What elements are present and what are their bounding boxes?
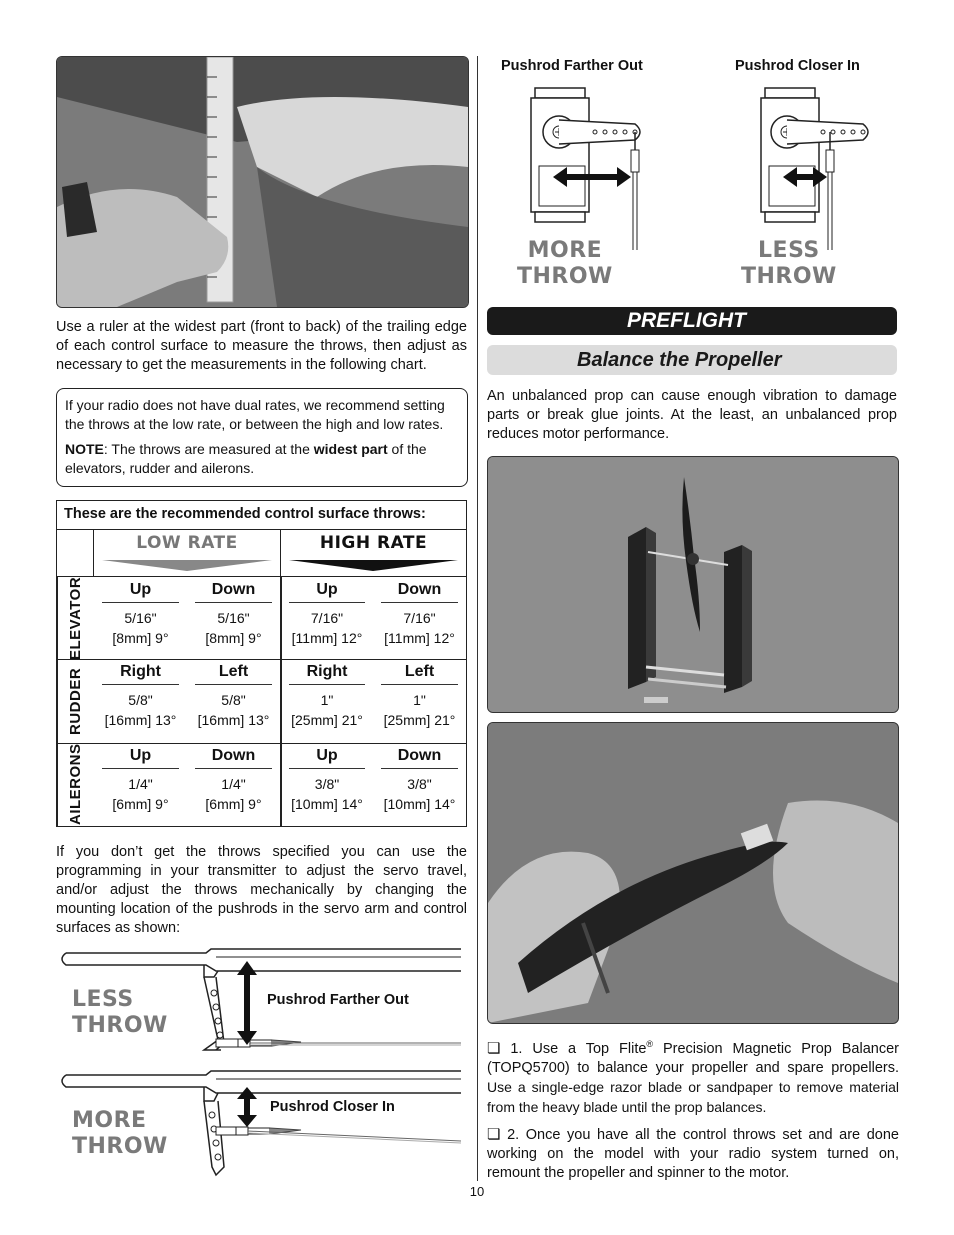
servo-pushrod-farther-out-label: Pushrod Farther Out [501,58,643,74]
throw-direction-label: Down [195,747,272,769]
throw-metric-value: [25mm] 21° [291,712,363,728]
ruler-photo-illustration [57,57,468,307]
throw-direction-label: Left [195,663,272,685]
table-rows [57,577,466,826]
throw-direction-label: Up [102,747,179,769]
step-2-checkbox[interactable]: ❏ [487,1126,501,1143]
throw-metric-value: [6mm] 9° [112,796,169,812]
step-1-text-c: Use a single-edge razor blade or sandpaper to remove material from the heavy blade until the prop balances. [487,1078,899,1115]
servo-arm-illustration [495,80,895,255]
throw-cell [94,743,187,814]
dual-rate-note-text: If your radio does not have dual rates, we recommend setting the throws at the low rate, or between the high and low rates. [65,397,445,432]
horn-less-word: LESS [72,987,134,1012]
row-name-label: ELEVATOR [57,577,93,659]
throw-inches-value: 7/16" [403,610,436,626]
horn-pushrod-farther-out-label: Pushrod Farther Out [267,992,409,1008]
throw-direction-label: Up [289,581,365,603]
throw-inches-value: 3/8" [314,776,340,792]
registered-mark: ® [646,1039,654,1049]
horn-less-throw-label [72,987,168,1039]
servo-more-word: MORE [527,238,603,263]
throw-inches-value: 7/16" [310,610,344,626]
servo-right-drawing [761,88,868,250]
note-text-b: of the elevators, rudder and ailerons. [65,441,427,476]
row-name-label: AILERONS [57,743,93,826]
throw-direction-label: Down [381,747,458,769]
servo-less-word: LESS [758,238,820,263]
throw-inches-value: 1" [413,692,426,708]
table-header: These are the recommended control surface throws: [57,501,466,530]
ruler-measurement-photo [56,56,469,308]
high-rate-arrow-icon [281,557,466,573]
horn-more-word: MORE [72,1108,147,1133]
throw-inches-value: 3/8" [407,776,432,792]
page-number: 10 [469,1184,485,1199]
throw-cell [94,577,187,648]
throw-metric-value: [16mm] 13° [104,712,177,728]
note-text-a: : The throws are measured at the [103,441,314,457]
servo-pushrod-closer-in-label: Pushrod Closer In [735,58,860,74]
throw-direction-label: Right [289,663,365,685]
low-rate-arrow-icon [94,557,280,573]
column-divider [477,56,478,1181]
servo-left-drawing [531,88,640,250]
servo-more-throw-label [517,238,613,290]
throw-metric-value: [8mm] 9° [205,630,262,646]
throw-metric-value: [25mm] 21° [383,712,456,728]
throw-row-0 [57,577,466,660]
throw-direction-label: Down [381,581,458,603]
low-rate-label: LOW RATE [136,533,238,553]
servo-less-throw-label [741,238,837,290]
servo-throw-word-left: THROW [517,264,613,289]
throw-cell [94,659,187,730]
throw-metric-value: [11mm] 12° [291,630,363,646]
step-1 [487,1035,899,1118]
razor-blade-illustration [488,723,898,1023]
prop-balancer-photo [487,456,899,713]
throw-metric-value: [11mm] 12° [384,630,455,646]
balance-propeller-heading: Balance the Propeller [487,345,897,375]
servo-throw-word-right: THROW [741,264,837,289]
throw-cell [187,743,280,814]
throw-direction-label: Left [381,663,458,685]
throw-inches-value: 5/16" [124,610,157,626]
throw-cell [281,577,373,648]
note-widest-part: widest part [313,441,388,457]
high-rate-label: HIGH RATE [319,533,428,553]
throw-cell [281,743,373,814]
control-horn-diagram [56,945,461,1185]
throw-metric-value: [6mm] 9° [205,796,262,812]
throw-cell [187,659,280,730]
throw-cell [187,577,280,648]
step-2 [487,1125,899,1183]
widest-part-note [65,440,459,478]
throw-metric-value: [10mm] 14° [291,796,363,812]
throw-direction-label: Right [102,663,179,685]
razor-blade-sanding-photo [487,722,899,1024]
throw-direction-label: Down [195,581,272,603]
throw-cell [281,659,373,730]
throw-inches-value: 5/8" [221,692,246,708]
throw-metric-value: [8mm] 9° [112,630,169,646]
step-1-text-b: Precision Magnetic Prop Balancer (TOPQ5700) to balance your propeller and spare propellers. [487,1040,899,1076]
throw-metric-value: [16mm] 13° [197,712,270,728]
dual-rate-note-box [56,388,468,487]
horn-pushrod-closer-in-label: Pushrod Closer In [270,1099,395,1115]
throw-cell [373,577,466,648]
note-label: NOTE [65,441,104,457]
throw-inches-value: 1/4" [221,776,246,792]
horn-throw-word-bottom: THROW [72,1134,168,1159]
servo-arm-diagram [495,80,895,255]
step-1-text-a: 1. Use a Top Flite [500,1040,647,1057]
table-corner-cell [57,529,94,577]
throw-row-1 [57,659,466,744]
control-throws-table [56,500,467,827]
ruler-caption: Use a ruler at the widest part (front to back) of the trailing edge of each control surface to measure the throws, then adjust as necessary to get the measurements in the following chart. [56,319,467,373]
row-name-label: RUDDER [57,659,93,743]
after-table-text: If you don’t get the throws specified you can use the programming in your transmitter to adjust the servo travel, and/or adjust the throws mechanically by changing the mounting location of the pushrods in the servo arm and control surfaces as shown: [56,844,467,936]
throw-cell [373,743,466,814]
horn-throw-word-top: THROW [72,1013,168,1038]
step-2-text: 2. Once you have all the control throws set and are done working on the model with your radio system turned on, remount the propeller and spinner to the motor. [487,1127,899,1181]
step-1-checkbox[interactable]: ❏ [487,1039,501,1057]
throw-direction-label: Up [289,747,365,769]
balance-intro-text: An unbalanced prop can cause enough vibration to damage parts or break glue joints. At the least, an unbalanced prop reduces motor performance. [487,388,897,442]
throw-inches-value: 1" [320,692,334,708]
throw-cell [373,659,466,730]
throw-inches-value: 1/4" [128,776,153,792]
low-rate-header [94,529,281,577]
throw-inches-value: 5/16" [217,610,250,626]
horn-more-throw-label [72,1108,168,1160]
throw-inches-value: 5/8" [128,692,153,708]
throw-metric-value: [10mm] 14° [383,796,456,812]
throw-direction-label: Up [102,581,179,603]
high-rate-header [281,529,466,577]
preflight-banner: PREFLIGHT [487,307,897,335]
throw-row-2 [57,743,466,826]
prop-balancer-illustration [488,457,898,712]
